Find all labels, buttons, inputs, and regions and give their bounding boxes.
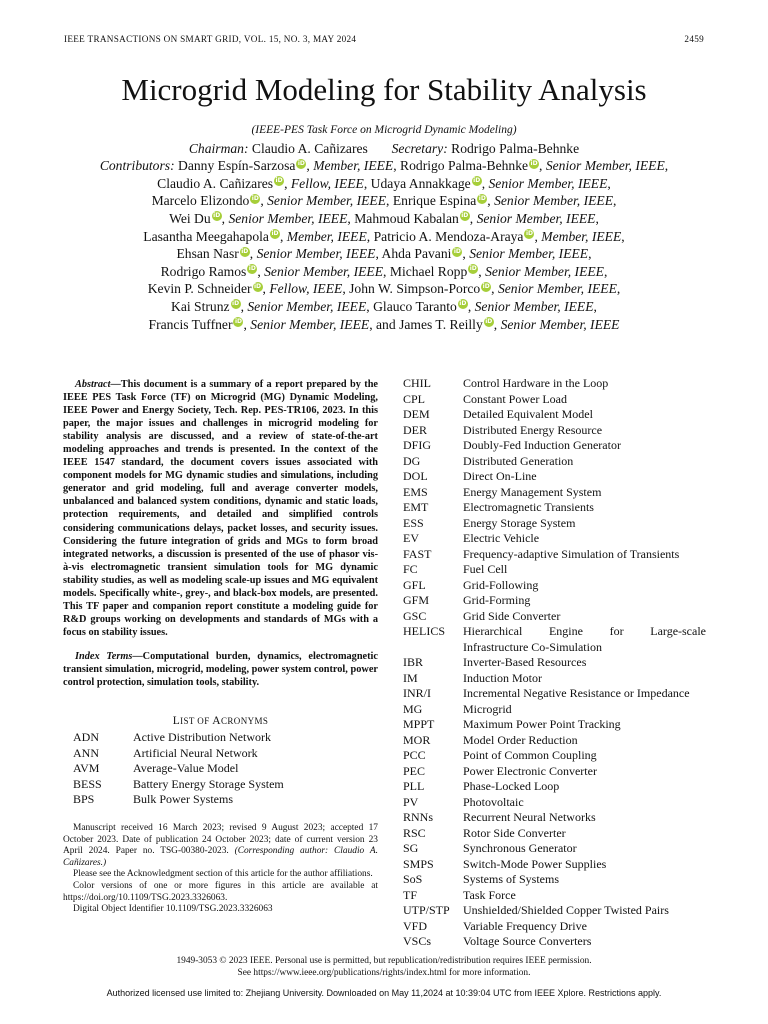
acronym-row	[403, 609, 706, 625]
acronym-row	[403, 562, 706, 578]
author-block	[60, 122, 708, 333]
author-affiliation: Member, IEEE	[286, 228, 367, 244]
orcid-icon[interactable]: iD	[234, 318, 242, 325]
acronym-row	[403, 702, 706, 718]
acronym-expansion: Rotor Side Converter	[463, 825, 566, 840]
acronym-abbr: DFIG	[403, 438, 432, 452]
acronym-expansion: Grid-Forming	[463, 593, 531, 607]
acronym-row	[403, 655, 706, 671]
acronym-expansion: Variable Frequency Drive	[463, 918, 587, 933]
acronym-expansion: Active Distribution Network	[133, 730, 271, 745]
acronym-expansion: Grid Side Converter	[463, 608, 561, 623]
acronym-abbr: ANN	[73, 745, 99, 760]
author-name: Francis Tuffner	[148, 316, 233, 332]
acronym-abbr: FAST	[403, 546, 432, 561]
acronym-row	[403, 624, 706, 655]
author-affiliation: Senior Member, IEEE	[264, 263, 384, 279]
author-name: Michael Ropp	[389, 263, 468, 279]
acronym-abbr: GFL	[403, 577, 426, 592]
acronym-row	[403, 888, 706, 904]
author-affiliation: Senior Member, IEEE	[474, 298, 594, 314]
acronym-abbr: VFD	[403, 918, 428, 933]
author-name: Marcelo Elizondo	[151, 193, 250, 209]
acronym-expansion: Task Force	[463, 887, 516, 902]
author-affiliation: Senior Member, IEEE	[494, 193, 614, 209]
acronym-expansion: Energy Management System	[463, 484, 602, 499]
acronym-abbr: EMT	[403, 500, 429, 514]
author-name: Patricio A. Mendoza-Araya	[373, 228, 524, 244]
author-name: Ahda Pavani	[381, 246, 452, 262]
orcid-icon[interactable]: iD	[297, 159, 305, 167]
author-name: Rodrigo Palma-Behnke	[400, 158, 529, 174]
author-affiliation: Fellow, IEEE	[290, 175, 364, 191]
author-affiliation: Senior Member, IEEE	[497, 281, 617, 297]
acronym-abbr: PLL	[403, 779, 425, 793]
acronym-expansion: Doubly-Fed Induction Generator	[463, 438, 621, 452]
acronym-row	[403, 934, 706, 950]
orcid-icon[interactable]: iD	[482, 282, 490, 290]
acronym-list-right	[403, 376, 706, 950]
acronym-expansion: Photovoltaic	[463, 794, 524, 809]
note-received: Manuscript received 16 March 2023; revised 9 August 2023; accepted 17 October 2023. Date of publication 24 October 2023; date of current version 23 April 2024. Paper no. TSG-00380-2023. (Corresponding author: Claudio A. Cañizares.)	[63, 823, 378, 868]
orcid-icon[interactable]: iD	[232, 300, 240, 308]
abstract	[63, 378, 378, 639]
acronym-list-left	[63, 730, 378, 808]
acronym-expansion: Constant Power Load	[463, 391, 567, 406]
author-affiliation: Senior Member, IEEE	[545, 158, 665, 174]
acronym-abbr: UTP/STP	[403, 903, 450, 917]
acronym-row	[403, 779, 706, 795]
acronym-abbr: SMPS	[403, 856, 434, 871]
author-name: Danny Espín-Sarzosa	[178, 158, 296, 174]
acronym-expansion: Systems of Systems	[463, 872, 560, 886]
author-affiliation: Member, IEEE	[541, 228, 622, 244]
acronym-expansion: Model Order Reduction	[463, 732, 578, 747]
acronym-abbr: HELICS	[403, 624, 445, 638]
author-affiliation: Senior Member, IEEE	[488, 175, 608, 191]
author-name: Kai Strunz	[171, 298, 230, 314]
acronym-row	[403, 578, 706, 594]
author-affiliation: Senior Member, IEEE	[247, 298, 367, 314]
note-affiliations: Please see the Acknowledgment section of this article for the author affiliations.	[73, 869, 373, 880]
acronym-expansion: Electric Vehicle	[463, 531, 540, 545]
acronym-row	[403, 392, 706, 408]
acronym-expansion: Induction Motor	[463, 670, 542, 685]
author-affiliation: Senior Member, IEEE	[256, 246, 376, 262]
acronym-abbr: EV	[403, 531, 419, 545]
acronym-expansion: Power Electronic Converter	[463, 763, 597, 778]
acronym-row	[403, 376, 706, 392]
corresponding-author: (Corresponding author: Claudio A. Cañizares.)	[63, 846, 378, 868]
acronym-row	[63, 792, 378, 808]
acronym-abbr: IBR	[403, 655, 424, 669]
acronym-row	[403, 686, 706, 702]
author-name: James T. Reilly	[399, 316, 483, 332]
chair-line	[60, 140, 708, 158]
acronym-abbr: GFM	[403, 593, 430, 607]
acronym-row	[403, 857, 706, 873]
acronym-expansion: Hierarchical Engine for Large-scale Infrastructure Co-Simulation	[463, 624, 706, 654]
author-affiliation: Fellow, IEEE	[269, 281, 343, 297]
orcid-icon[interactable]: iD	[254, 282, 262, 290]
acronym-row	[403, 547, 706, 563]
author-name: Lasantha Meegahapola	[143, 228, 269, 244]
acronym-abbr: FC	[403, 562, 418, 576]
page-number: 2459	[684, 34, 704, 44]
acronym-expansion: Unshielded/Shielded Copper Twisted Pairs	[463, 903, 669, 917]
orcid-icon[interactable]: iD	[478, 194, 486, 202]
orcid-icon[interactable]: iD	[485, 318, 493, 325]
acronym-row	[403, 485, 706, 501]
orcid-icon[interactable]: iD	[213, 212, 221, 220]
acronym-abbr: AVM	[73, 761, 100, 776]
author-affiliation: Senior Member, IEEE	[476, 210, 596, 226]
acronym-row	[403, 919, 706, 935]
orcid-icon[interactable]: iD	[461, 212, 469, 220]
acronym-row	[403, 531, 706, 547]
acronym-abbr: DER	[403, 422, 427, 437]
acronym-abbr: PV	[403, 794, 419, 809]
acronym-expansion: Distributed Energy Resource	[463, 422, 603, 437]
secretary-label: Secretary:	[391, 140, 448, 156]
orcid-icon[interactable]: iD	[459, 300, 467, 308]
acronym-abbr: RNNs	[403, 810, 434, 824]
and-word: and	[376, 316, 396, 332]
orcid-icon[interactable]: iD	[241, 247, 249, 255]
acronym-row	[403, 903, 706, 919]
author-affiliation: Senior Member, IEEE	[250, 316, 370, 332]
acronym-expansion: Bulk Power Systems	[133, 792, 234, 807]
acronym-expansion: Switch-Mode Power Supplies	[463, 856, 607, 871]
acronym-abbr: VSCs	[403, 934, 432, 948]
acronym-abbr: GSC	[403, 608, 427, 623]
acronym-expansion: Battery Energy Storage System	[133, 776, 284, 791]
acronym-row	[403, 826, 706, 842]
author-name: Wei Du	[169, 210, 211, 226]
acronym-abbr: IM	[403, 670, 418, 685]
acronym-expansion: Phase-Locked Loop	[463, 779, 560, 793]
acronym-abbr: TF	[403, 887, 418, 902]
author-name: Glauco Taranto	[373, 298, 457, 314]
acronym-expansion: Control Hardware in the Loop	[463, 376, 609, 390]
acronym-abbr: DEM	[403, 407, 430, 421]
acronym-abbr: ESS	[403, 515, 424, 530]
author-name: Udaya Annakkage	[370, 175, 471, 191]
copyright-notice	[0, 956, 768, 979]
abstract-label: Abstract	[75, 379, 111, 390]
acronym-abbr: MOR	[403, 732, 431, 747]
acronym-expansion: Energy Storage System	[463, 515, 576, 530]
acronym-row	[403, 438, 706, 454]
orcid-icon[interactable]: iD	[473, 177, 481, 185]
copyright-line: 1949-3053 © 2023 IEEE. Personal use is permitted, but republication/redistribution requires IEEE permission.	[176, 956, 592, 966]
acronym-expansion: Synchronous Generator	[463, 841, 577, 855]
orcid-icon[interactable]: iD	[453, 247, 461, 255]
author-name: Rodrigo Ramos	[160, 263, 247, 279]
acronym-row	[403, 733, 706, 749]
acronym-abbr: INR/I	[403, 686, 431, 700]
acronym-expansion: Inverter-Based Resources	[463, 655, 587, 669]
chairman-name: Claudio A. Cañizares	[251, 140, 368, 156]
acronym-row	[403, 500, 706, 516]
left-column	[63, 378, 378, 916]
acronym-row	[403, 671, 706, 687]
note-color-figures: Color versions of one or more figures in this article are available at https://doi.org/10.1109/TSG.2023.3326063.	[63, 881, 378, 903]
acronym-row	[403, 872, 706, 888]
license-footer: Authorized licensed use limited to: Zhejiang University. Downloaded on May 11,2024 at 10:39:04 UTC from IEEE Xplore. Restrictions apply.	[106, 988, 662, 998]
acronym-expansion: Grid-Following	[463, 577, 539, 592]
acronym-expansion: Detailed Equivalent Model	[463, 407, 593, 421]
acronym-row	[403, 810, 706, 826]
acronym-expansion: Electromagnetic Transients	[463, 500, 594, 514]
acronym-row	[403, 423, 706, 439]
orcid-icon[interactable]: iD	[251, 194, 259, 202]
acronym-expansion: Distributed Generation	[463, 453, 574, 468]
secretary-name: Rodrigo Palma-Behnke	[451, 140, 580, 156]
acronym-row	[403, 717, 706, 733]
acronym-row	[403, 841, 706, 857]
author-affiliation: Senior Member, IEEE	[267, 193, 387, 209]
acronym-abbr: CPL	[403, 391, 426, 406]
journal-name: IEEE TRANSACTIONS ON SMART GRID, VOL. 15, NO. 3, MAY 2024	[64, 34, 357, 44]
acronym-row	[403, 593, 706, 609]
acronym-expansion: Incremental Negative Resistance or Impedance	[463, 686, 690, 700]
acronym-abbr: DOL	[403, 469, 428, 483]
manuscript-notes	[63, 823, 378, 916]
orcid-icon[interactable]: iD	[271, 230, 279, 238]
acronym-row	[403, 407, 706, 423]
acronym-expansion: Frequency-adaptive Simulation of Transients	[463, 546, 680, 561]
acronym-row	[403, 764, 706, 780]
acronym-abbr: SoS	[403, 872, 423, 886]
author-affiliation: Senior Member, IEEE	[500, 316, 620, 332]
note-doi: Digital Object Identifier 10.1109/TSG.2023.3326063	[73, 904, 273, 915]
index-terms-label: Index Terms	[75, 650, 133, 662]
acronyms-heading: LIST OF ACRONYMS	[172, 715, 269, 728]
acronym-abbr: MPPT	[403, 717, 435, 731]
running-header	[64, 34, 704, 44]
author-name: Claudio A. Cañizares	[157, 175, 274, 191]
index-terms	[63, 650, 378, 689]
acronym-row	[63, 777, 378, 793]
acronym-expansion: Point of Common Coupling	[463, 748, 597, 762]
acronym-expansion: Recurrent Neural Networks	[463, 810, 596, 824]
author-list: Contributors: Danny Espín-Sarzosa iD, Member, IEEE, Rodrigo Palma-Behnke iD, Senior Member, IEEE, Claudio A. Cañizares iD, Fellow, IEEE, Udaya Annakkage iD, Senior Member, IEEE, Marcelo Elizondo iD, Senior Member, IEEE, Enrique Espina iD, Senior Member, IEEE, Wei Du iD, Senior Member, IEEE, Mahmoud Kabalan iD, Senior Member, IEEE, Lasantha Meegahapola iD, Member, IEEE, Patricio A. Mendoza-Araya iD, Member, IEEE, Ehsan Nasr iD, Senior Member, IEEE, Ahda Pavani iD, Senior Member, IEEE, Rodrigo Ramos iD, Senior Member, IEEE, Michael Ropp iD, Senior Member, IEEE, Kevin P. Schneider iD, Fellow, IEEE, John W. Simpson-Porco iD, Senior Member, IEEE, Kai Strunz iD, Senior Member, IEEE, Glauco Taranto iD, Senior Member, IEEE, Francis Tuffner iD, Senior Member, IEEE, and James T. Reilly iD, Senior Member, IEEE	[99, 158, 669, 332]
paper-title: Microgrid Modeling for Stability Analysis	[121, 72, 647, 107]
orcid-icon[interactable]: iD	[248, 265, 256, 273]
author-name: Kevin P. Schneider	[147, 281, 252, 297]
author-name: Enrique Espina	[392, 193, 477, 209]
acronym-abbr: DG	[403, 453, 421, 468]
acronym-expansion: Microgrid	[463, 701, 512, 716]
abstract-text: —This document is a summary of a report prepared by the IEEE PES Task Force (TF) on Microgrid (MG) Dynamic Modeling, IEEE Power and Energy Society, Tech. Rep. PES-TR106, 2023. In this paper, the major issues and challenges in microgrid modeling for stability analysis are discussed, and a review of state-of-the-art modeling approaches and trends is presented. In the context of the IEEE 1547 standard, the document covers issues associated with component models for MG dynamic studies and simulations, including generator and grid modeling, full and average converter models, unbalanced and balanced system conditions, dynamic and static loads, protection requirements, and detailed and simplified controls considering communications delays, packet losses, and security issues. Considering the future integration of grids and MGs to form broad integrated networks, a discussion is presented of the use of phasor vis-à-vis electromagnetic transient simulation tools for MG dynamic stability studies, as well as modeling scale-up issues and MG equivalent models. Specifically white-, grey-, and black-box models, are presented. This TF paper and companion report constitute a modeling guide for R&D groups working on developments and standards of MGs with a focus on stability issues.	[63, 379, 378, 638]
acronym-abbr: BESS	[73, 776, 102, 791]
task-force-line: (IEEE-PES Task Force on Microgrid Dynamic Modeling)	[251, 124, 517, 136]
acronym-row	[403, 795, 706, 811]
acronym-row	[403, 454, 706, 470]
contributors-label: Contributors:	[99, 158, 175, 174]
acronym-abbr: EMS	[403, 484, 428, 499]
acronym-expansion: Maximum Power Point Tracking	[463, 717, 621, 731]
acronym-row	[403, 516, 706, 532]
acronym-abbr: BPS	[73, 792, 95, 807]
acronym-abbr: PCC	[403, 748, 426, 762]
acronym-row	[63, 761, 378, 777]
acronym-expansion: Direct On-Line	[463, 469, 537, 483]
acronym-expansion: Voltage Source Converters	[463, 934, 592, 948]
acronym-row	[403, 469, 706, 485]
acronym-row	[63, 730, 378, 746]
author-affiliation: Senior Member, IEEE	[228, 210, 348, 226]
index-terms-text: —Computational burden, dynamics, electromagnetic transient simulation, microgrid, modeling, power system control, power control protection, simulation tools, stability.	[63, 650, 378, 689]
orcid-icon[interactable]: iD	[530, 159, 538, 167]
orcid-icon[interactable]: iD	[525, 230, 533, 238]
orcid-icon[interactable]: iD	[275, 177, 283, 185]
author-name: Ehsan Nasr	[176, 246, 239, 262]
author-affiliation: Member, IEEE	[313, 158, 394, 174]
orcid-icon[interactable]: iD	[469, 265, 477, 273]
acronym-abbr: MG	[403, 701, 423, 716]
acronym-abbr: PEC	[403, 763, 426, 778]
author-name: John W. Simpson-Porco	[349, 281, 481, 297]
acronym-abbr: CHIL	[403, 376, 431, 390]
rights-link-line: See https://www.ieee.org/publications/rights/index.html for more information.	[237, 967, 531, 978]
acronym-abbr: SG	[403, 841, 419, 855]
author-affiliation: Senior Member, IEEE	[469, 246, 589, 262]
acronym-expansion: Artificial Neural Network	[133, 745, 258, 760]
acronym-row	[403, 748, 706, 764]
chairman-label: Chairman:	[188, 140, 249, 156]
acronym-abbr: ADN	[73, 730, 99, 745]
acronym-row	[63, 746, 378, 762]
acronym-expansion: Average-Value Model	[133, 761, 239, 776]
acronym-expansion: Fuel Cell	[463, 562, 508, 576]
acronym-abbr: RSC	[403, 825, 426, 840]
author-name: Mahmoud Kabalan	[354, 210, 459, 226]
author-affiliation: Senior Member, IEEE	[485, 263, 604, 279]
